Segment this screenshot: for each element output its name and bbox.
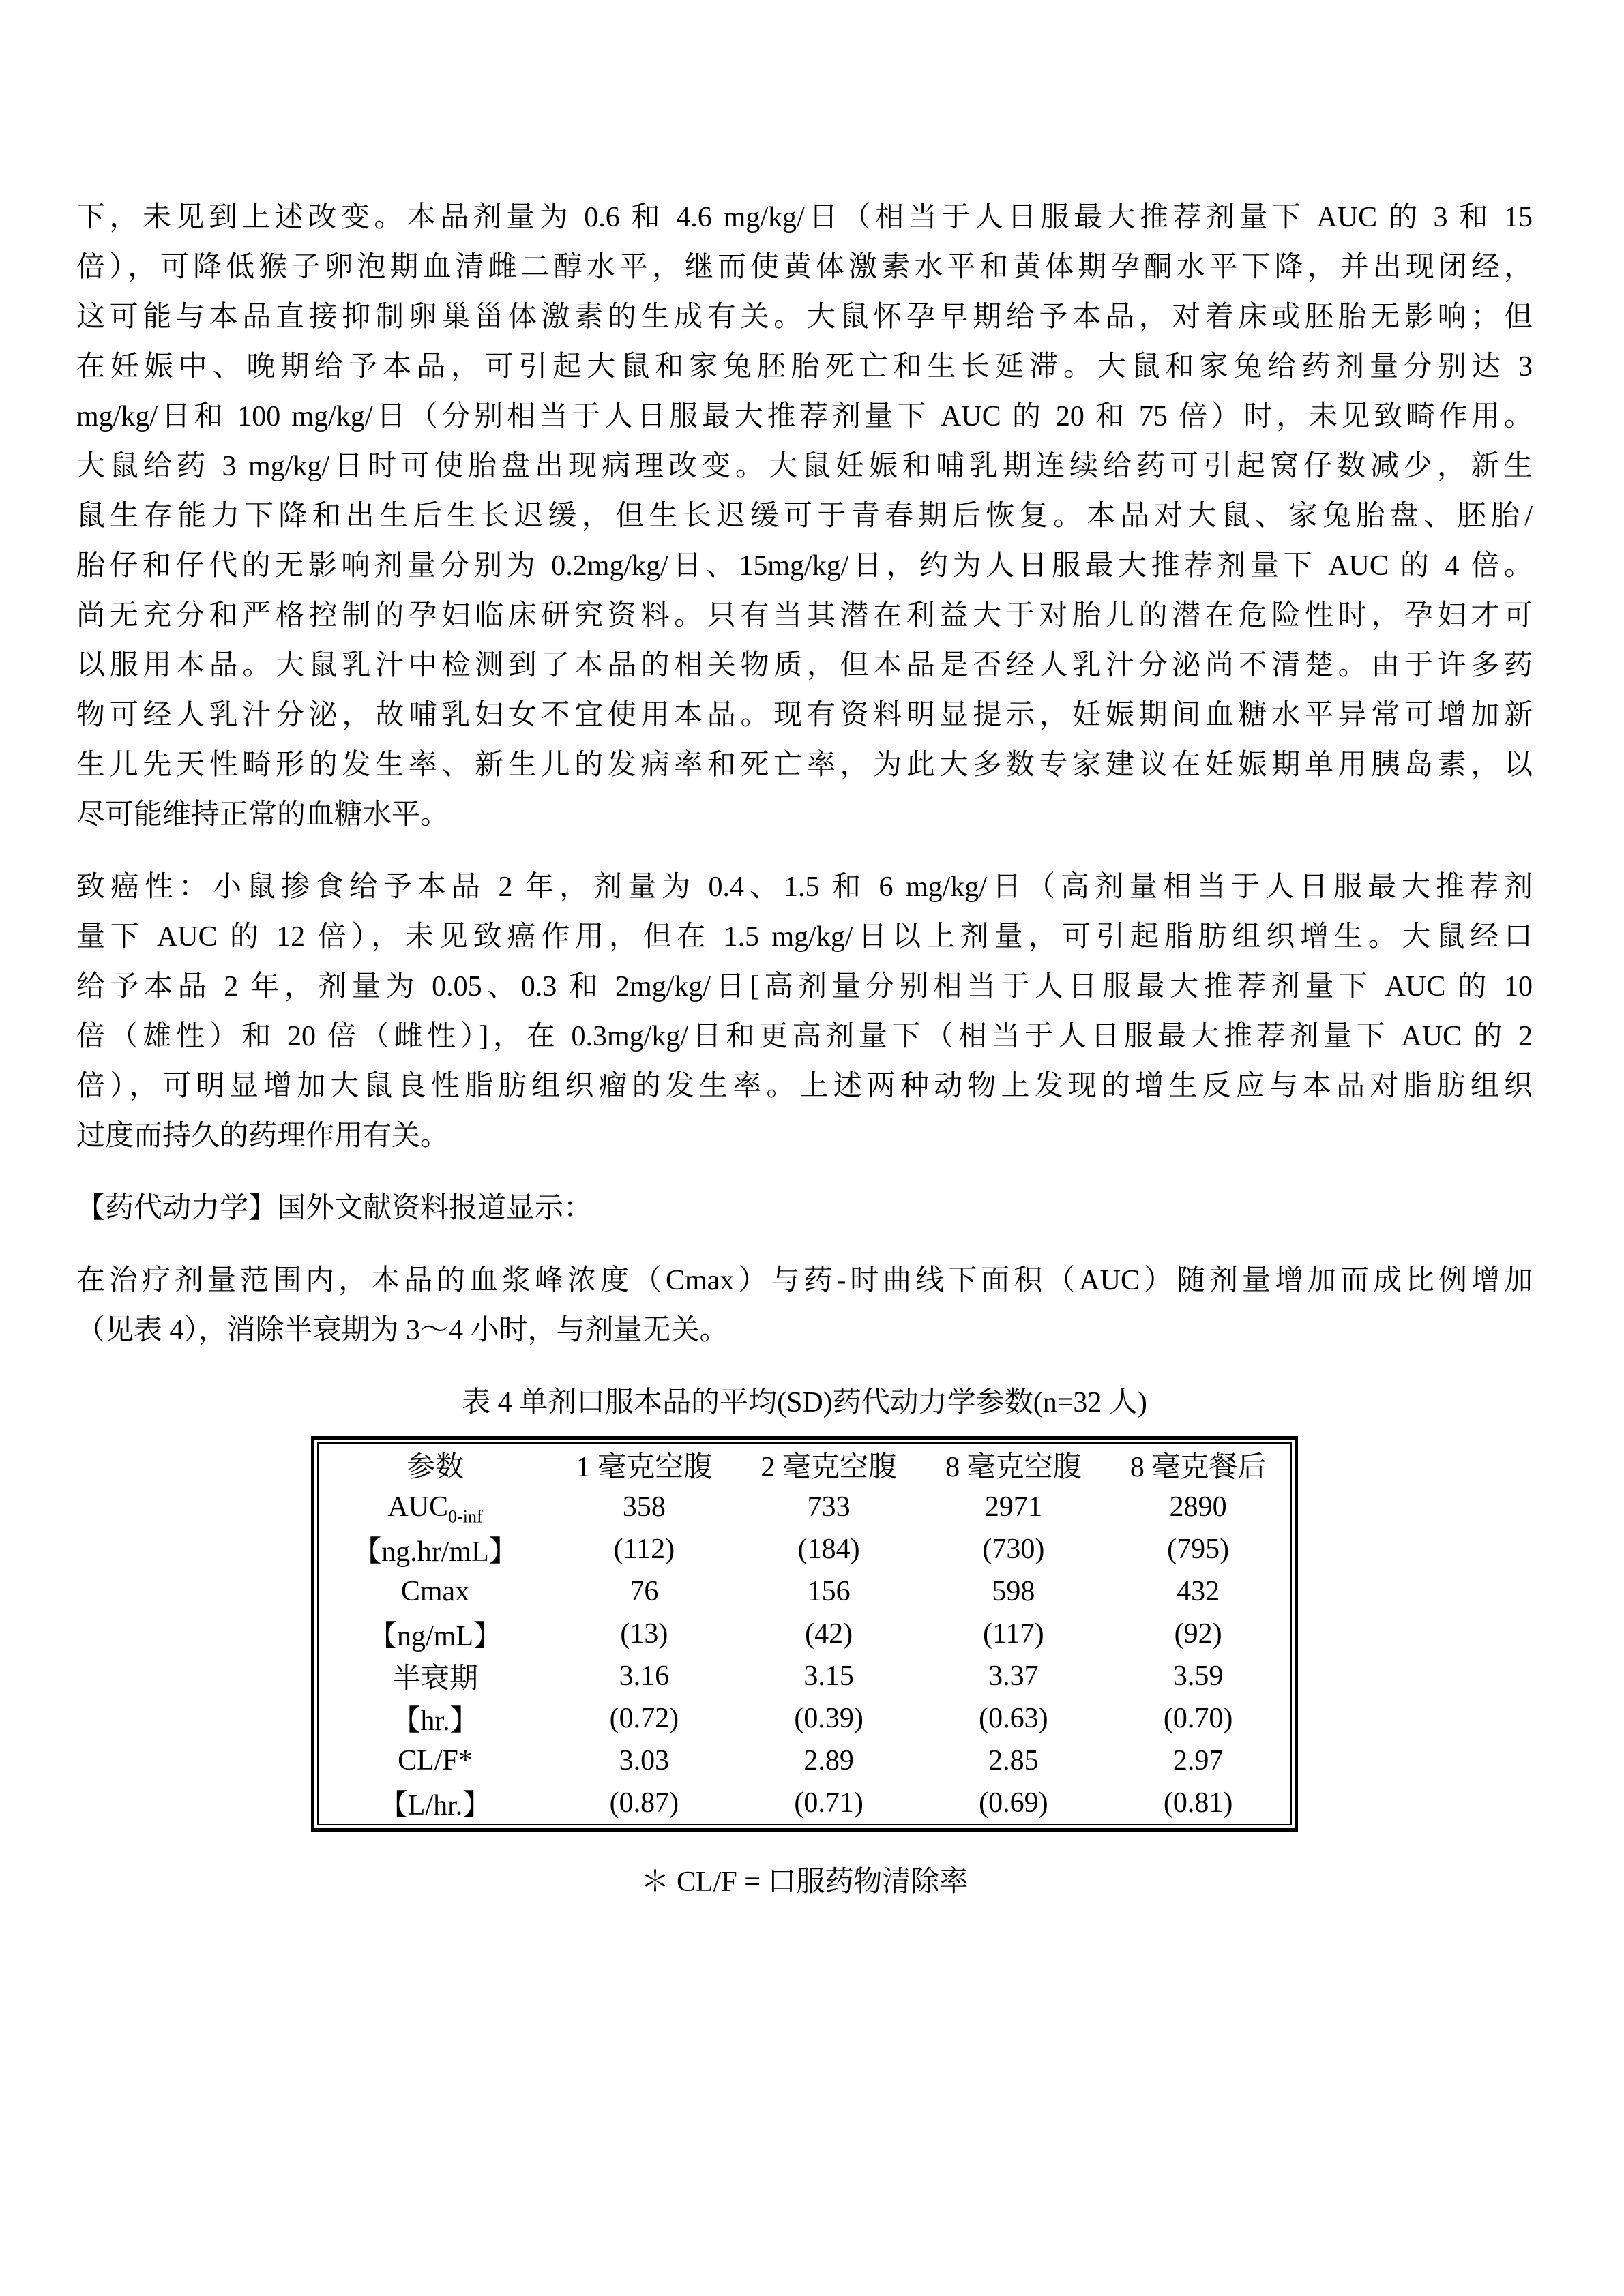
table-row — [319, 1486, 1290, 1528]
table-header-cell: 1 毫克空腹 — [576, 1452, 713, 1483]
body-line: 尽可能维持正常的血糖水平。 — [76, 799, 449, 831]
table-cell: 3.59 — [1172, 1660, 1224, 1692]
body-line: 倍），可明显增加大鼠良性脂肪组织瘤的发生率。上述两种动物上发现的增生反应与本品对脂肪组织 — [76, 1071, 1533, 1102]
row-label: 半衰期 — [392, 1663, 478, 1695]
paragraph-pharmacokinetics-intro — [76, 1256, 1533, 1356]
body-line: 量下 AUC 的 12 倍），未见致癌作用，但在 1.5 mg/kg/日以上剂量，可引起脂肪组织增生。大鼠经口 — [76, 921, 1533, 953]
auc-subscript: 0-inf — [448, 1506, 483, 1527]
body-line: 倍），可降低猴子卵泡期血清雌二醇水平，继而使黄体激素水平和黄体期孕酮水平下降，并出现闭经， — [76, 252, 1533, 283]
table-cell: (117) — [983, 1618, 1044, 1650]
body-line: 胎仔和仔代的无影响剂量分别为 0.2mg/kg/日、15mg/kg/日，约为人日服最大推荐剂量下 AUC 的 4 倍。 — [76, 550, 1533, 582]
body-line: 大鼠给药 3 mg/kg/日时可使胎盘出现病理改变。大鼠妊娠和哺乳期连续给药可引起窝仔数减少，新生 — [76, 451, 1533, 482]
table-row — [319, 1570, 1290, 1613]
table-cell: 3.15 — [803, 1660, 854, 1692]
body-line: 过度而持久的药理作用有关。 — [76, 1120, 449, 1152]
body-line: 给予本品 2 年，剂量为 0.05、0.3 和 2mg/kg/日[高剂量分别相当于人日服最大推荐剂量下 AUC 的 10 — [76, 971, 1533, 1002]
body-line: 以服用本品。大鼠乳汁中检测到了本品的相关物质，但本品是否经人乳汁分泌尚不清楚。由于许多药 — [76, 650, 1533, 681]
table-row — [319, 1613, 1290, 1655]
table-cell: 358 — [622, 1491, 666, 1523]
table-header-cell: 8 毫克空腹 — [945, 1452, 1082, 1483]
table-cell: (730) — [982, 1534, 1045, 1565]
table-cell: (795) — [1167, 1534, 1230, 1565]
body-line: mg/kg/日和 100 mg/kg/日（分别相当于人日服最大推荐剂量下 AUC 的 20 和 75 倍）时，未见致畸作用。 — [76, 401, 1533, 432]
body-line: 在妊娠中、晚期给予本品，可引起大鼠和家兔胚胎死亡和生长延滞。大鼠和家兔给药剂量分别达 3 — [76, 351, 1533, 383]
table-cell: (92) — [1174, 1618, 1222, 1650]
table-cell: (184) — [797, 1534, 860, 1565]
table-row — [319, 1740, 1290, 1782]
pk-parameters-table — [319, 1444, 1290, 1824]
row-label: 【ng.hr/mL】 — [353, 1536, 518, 1568]
table-cell: (0.63) — [979, 1703, 1048, 1734]
table-cell: (0.71) — [794, 1787, 863, 1819]
body-line: （见表 4），消除半衰期为 3～4 小时，与剂量无关。 — [76, 1315, 728, 1346]
table-header-cell: 参数 — [406, 1452, 464, 1483]
paragraph-reproductive-toxicity — [76, 193, 1533, 840]
table-cell: 2.97 — [1172, 1745, 1224, 1776]
table-caption: 表 4 单剂口服本品的平均(SD)药代动力学参数(n=32 人) — [462, 1387, 1147, 1418]
table-cell: (0.87) — [609, 1787, 679, 1819]
body-line: 尚无充分和严格控制的孕妇临床研究资料。只有当其潜在利益大于对胎儿的潜在危险性时，孕妇才可 — [76, 600, 1533, 631]
row-label: 【L/hr.】 — [379, 1790, 492, 1821]
document-content — [76, 193, 1533, 1907]
table-cell: 76 — [630, 1576, 659, 1607]
table-row — [319, 1528, 1290, 1570]
pk-table-border — [311, 1436, 1298, 1832]
body-line: 物可经人乳汁分泌，故哺乳妇女不宜使用本品。现有资料明显提示，妊娠期间血糖水平异常可增加新 — [76, 700, 1533, 731]
section-heading-line: 【药代动力学】国外文献资料报道显示： — [76, 1193, 593, 1224]
table-cell: (0.39) — [794, 1703, 863, 1734]
table-cell: 2.89 — [803, 1745, 854, 1776]
table-row — [319, 1782, 1290, 1824]
body-line: 这可能与本品直接抑制卵巢甾体激素的生成有关。大鼠怀孕早期给予本品，对着床或胚胎无影响；但 — [76, 301, 1533, 333]
table-cell: (13) — [620, 1618, 668, 1650]
table-header-row — [319, 1444, 1290, 1486]
table-cell: 432 — [1177, 1576, 1220, 1607]
paragraph-pharmacokinetics-heading — [76, 1184, 1533, 1234]
body-line: 在治疗剂量范围内，本品的血浆峰浓度（Cmax）与药-时曲线下面积（AUC）随剂量增加而成比例增加 — [76, 1265, 1533, 1296]
table-cell: (0.72) — [609, 1703, 679, 1734]
table-cell: 2.85 — [988, 1745, 1039, 1776]
table-cell: 598 — [992, 1576, 1035, 1607]
pk-table-inner-border — [317, 1442, 1292, 1825]
body-line: 鼠生存能力下降和出生后生长迟缓，但生长迟缓可于青春期后恢复。本品对大鼠、家兔胎盘、胚胎/ — [76, 501, 1533, 532]
table-cell: 3.37 — [988, 1660, 1039, 1692]
table-row — [319, 1697, 1290, 1740]
table-cell: (112) — [613, 1534, 675, 1565]
body-line: 倍（雄性）和 20 倍（雌性）]，在 0.3mg/kg/日和更高剂量下（相当于人日服最大推荐剂量下 AUC 的 2 — [76, 1021, 1533, 1052]
table-cell: (42) — [805, 1618, 853, 1650]
row-label: 【ng/mL】 — [368, 1621, 502, 1652]
table-header-cell: 2 毫克空腹 — [761, 1452, 897, 1483]
body-line: 生儿先天性畸形的发生率、新生儿的发病率和死亡率，为此大多数专家建议在妊娠期单用胰岛素，以 — [76, 749, 1533, 781]
body-line: 致癌性：小鼠掺食给予本品 2 年，剂量为 0.4、1.5 和 6 mg/kg/日（高剂量相当于人日服最大推荐剂 — [76, 871, 1533, 903]
table-header-cell: 8 毫克餐后 — [1130, 1452, 1267, 1483]
table-footnote: ＊ CL/F = 口服药物清除率 — [640, 1866, 969, 1898]
table-cell: (0.70) — [1163, 1703, 1233, 1734]
table-cell: 733 — [807, 1491, 851, 1523]
table-cell: 156 — [807, 1576, 851, 1607]
table-cell: (0.69) — [979, 1787, 1048, 1819]
table-cell: 2971 — [984, 1491, 1042, 1523]
paragraph-carcinogenicity — [76, 863, 1533, 1161]
body-line: 下，未见到上述改变。本品剂量为 0.6 和 4.6 mg/kg/日（相当于人日服最大推荐剂量下 AUC 的 3 和 15 — [76, 202, 1533, 233]
row-label: CL/F* — [398, 1745, 473, 1776]
table-cell: 3.03 — [619, 1745, 670, 1776]
row-label: Cmax — [400, 1576, 470, 1607]
auc-label: AUC — [387, 1491, 449, 1523]
row-label: 【hr.】 — [392, 1705, 479, 1737]
table-cell: (0.81) — [1163, 1787, 1233, 1819]
table-row — [319, 1655, 1290, 1697]
row-label-auc — [319, 1486, 552, 1528]
table-cell: 2890 — [1169, 1491, 1227, 1523]
table-cell: 3.16 — [619, 1660, 670, 1692]
